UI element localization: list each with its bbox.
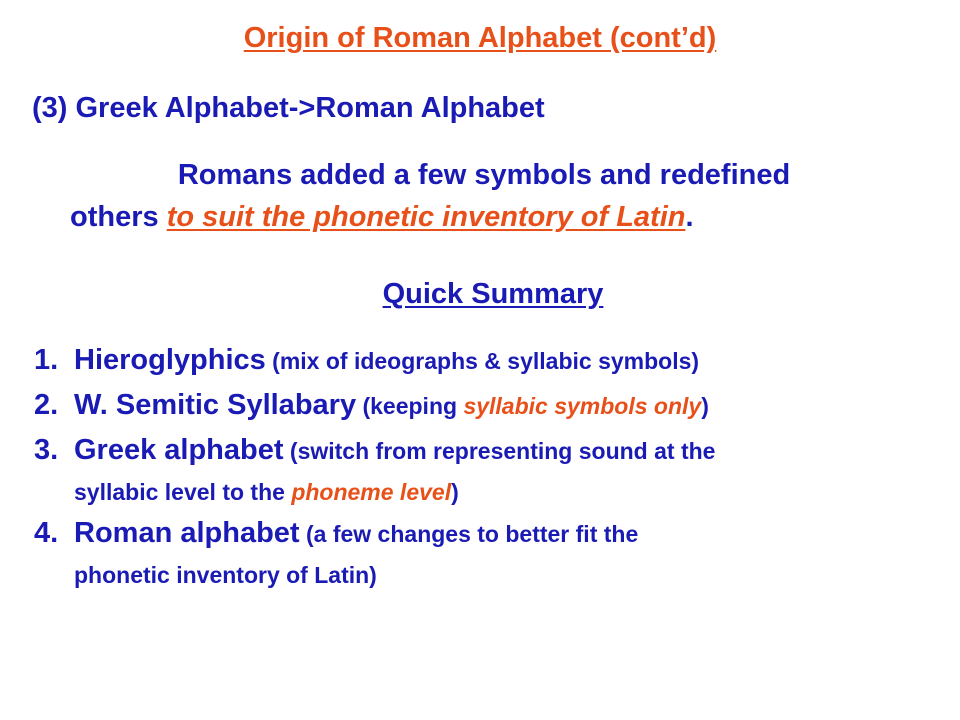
list-line [74,385,960,430]
intro-line-2 [0,196,960,238]
list-item [0,340,960,385]
list-term: Roman alphabet [74,517,300,549]
list-note: phonetic inventory of Latin) [74,562,377,588]
list-line [74,340,960,385]
list-term: Hieroglyphics [74,344,266,376]
list-note: (switch from representing sound at the [283,438,716,464]
list-continuation [74,475,960,513]
intro-paragraph [0,154,960,238]
list-term: W. Semitic Syllabary [74,389,357,421]
list-number: 2. [34,389,59,421]
list-item [0,430,960,513]
list-note-emphasis: syllabic symbols only [463,393,702,419]
list-note: (mix of ideographs & syllabic symbols) [265,348,700,374]
summary-list [0,340,960,596]
list-item [0,385,960,430]
list-note: syllabic level to the [74,479,292,505]
intro-line-2-suffix: . [685,201,694,233]
slide-subtitle: (3) Greek Alphabet->Roman Alphabet [32,92,545,124]
list-continuation [74,558,960,596]
list-number: 4. [34,517,59,549]
intro-line-1: Romans added a few symbols and redefined [177,159,791,191]
list-number: 1. [34,344,59,376]
list-term: Greek alphabet [74,434,284,466]
list-note-end: ) [701,393,709,419]
summary-heading: Quick Summary [382,278,604,310]
list-item [0,513,960,596]
intro-line-2-prefix: others [70,201,167,233]
list-line [74,430,960,475]
list-note: (a few changes to better fit the [299,521,639,547]
list-line [74,513,960,558]
slide-title: Origin of Roman Alphabet (cont’d) [243,22,717,54]
list-note-emphasis: phoneme level [291,479,452,505]
intro-emphasis: to suit the phonetic inventory of Latin [166,201,686,233]
list-note: (keeping [356,393,464,419]
list-note-end: ) [451,479,459,505]
list-number: 3. [34,434,59,466]
